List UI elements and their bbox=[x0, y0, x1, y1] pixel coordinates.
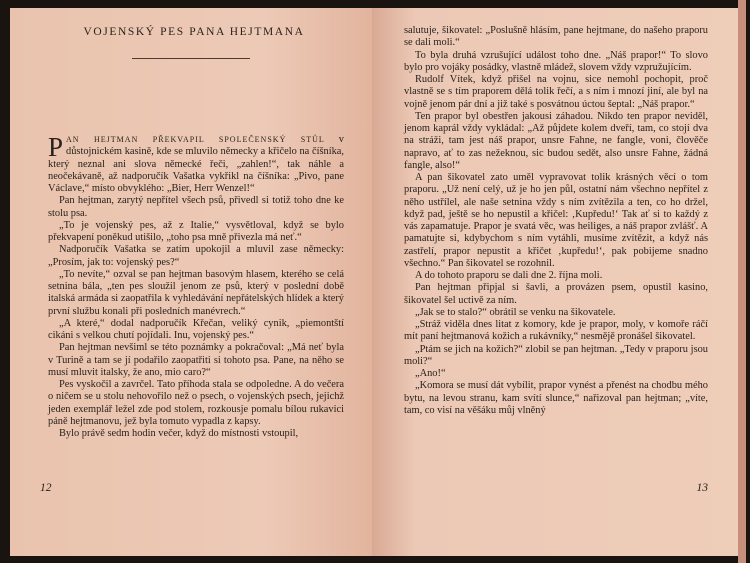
paragraph: „To nevíte,“ ozval se pan hejtman basovým hlasem, kterého se celá setnina bála, „ten pes sloužil jenom ze psů, který v poslední době italská armáda si zaopatřila k vyhledávání nepřátelských hlídek a který první službu konali při posledních manévrech.“ bbox=[48, 268, 344, 317]
title-rule bbox=[132, 58, 250, 59]
paragraph: A pan šikovatel zato uměl vypravovat tolik krásných věcí o tom praporu. „Už není celý, už je ho jen půl, ostatní nám všechno nepřítel z něho ustřílel, ale naše setnina vždy s ním zvítězila a ten, co ho držel, když pad, ještě se ho nepustil a křičel: ‚Kupředu!‘ Tak ať si to každý z vás zapamatuje. Prapor je svatá věc, was heiliges, a náš prapor zvlášť. A pamatujte si, kdybychom s ním vytáhli, musíme zvítězit, a když nás zastřelí, prapor nepustit a křičet ‚kupředu!‘, pak pobijeme snadno všechno.“ Pan šikovatel se rozohnil. bbox=[404, 172, 708, 269]
paragraph: „Komora se musí dát vybílit, prapor vynést a přenést na chodbu mého bytu, na levou stranu, kam svítí slunce,“ nařizoval pan hejtman; „víte, tam, co visí na věšáku můj vlněný bbox=[404, 380, 708, 416]
paragraph: Pan hejtman, zarytý nepřítel všech psů, přivedl si totiž toho dne ke stolu psa. bbox=[48, 195, 344, 219]
page-number: 12 bbox=[40, 482, 52, 494]
drop-cap: P bbox=[48, 132, 64, 162]
paragraph: To byla druhá vzrušující událost toho dne. „Náš prapor!“ To slovo bylo pro vojáky posádky, vlastně mládež, slovem vždy vzpružujícím. bbox=[404, 49, 708, 73]
opening-rest: v důstojnickém kasině, kde se mluvilo německy a křičelo na číšníka, který neznal ani slova německé řeči, „zahlen!“, tak náhle a neočekávaně, až nadporučík Vašatka vykřikl na číšníka: „Pivo, pane Václave,“ místo obvyklého: „Bier, Herr Wenzel!“ bbox=[48, 134, 345, 194]
paragraph: „Ano!“ bbox=[415, 368, 446, 379]
paragraph: Rudolf Vítek, když přišel na vojnu, sice nemohl pochopit, proč vlastně se s tím praporem dělá tolik řečí, a s ním i mnozí jiní, ale byl na vojně jenom pár dní a již také s posvátnou úctou šeptal: „Náš prapor.“ bbox=[404, 74, 708, 110]
left-body-text bbox=[48, 134, 344, 440]
opening-paragraph bbox=[48, 134, 344, 195]
paragraph: Ten prapor byl obestřen jakousi záhadou. Nikdo ten prapor neviděl, jenom kaprál vždy vykládal: „Až půjdete kolem dveří, tam, co stojí dva na stráži, tam jest náš prapor, unsre Fahne, ne fangle, voni, člověče napravo, ať to zas nežeknou, sic budou sedět, also unsre Fahne, žádná fangle, also!“ bbox=[404, 110, 708, 171]
paragraph: Pes vyskočil a zavrčel. Tato příhoda stala se odpoledne. A do večera o ničem se u stolu nehovořilo než o psech, o vojenských psech, jejichž jeden exemplář ležel zde pod stolem, rozkousje pomalu bílou rukavici páně hejtmanovu, jež byla tomuto vypadla z kapsy. bbox=[48, 379, 344, 427]
paragraph: Nadporučík Vašatka se zatím upokojil a mluvil zase německy: „Prosím, jak to: vojenský pes?“ bbox=[48, 244, 344, 268]
continuation-paragraph: salutuje, šikovatel: „Poslušně hlásím, pane hejtmane, do našeho praporu se dali moli.“ bbox=[404, 25, 708, 49]
page-number: 13 bbox=[696, 482, 708, 494]
paragraph: A do tohoto praporu se dali dne 2. října moli. bbox=[415, 270, 603, 281]
right-page bbox=[372, 8, 738, 556]
paragraph: „To je vojenský pes, až z Italie,“ vysvětloval, když se bylo překvapení poněkud utišilo, „toho psa mně přivezla má neť.“ bbox=[48, 219, 344, 243]
paragraph: „A které,“ dodal nadporučík Křečan, veliký cynik, „piemontští cikáni s velkou chutí pojídali. Inu, vojenský pes.“ bbox=[48, 317, 344, 341]
paragraph: Pan hejtman připjal si šavli, a provázen psem, opustil kasino, šikovatel šel uctivě za ním. bbox=[404, 282, 708, 306]
left-page bbox=[10, 8, 372, 556]
paragraph: „Stráž viděla dnes litat z komory, kde je prapor, moly, v komoře ráčí mít paní hejtmanová kožich a rukávníky,“ nesmějě pronášel šikovatel. bbox=[404, 319, 708, 343]
smallcaps-lead: AN HEJTMAN PŘEKVAPIL SPOLEČENSKÝ STŮL bbox=[66, 135, 325, 144]
paragraph: Bylo právě sedm hodin večer, když do místnosti vstoupil, bbox=[59, 428, 299, 439]
paragraph: „Jak se to stalo?“ obrátil se venku na šikovatele. bbox=[415, 306, 616, 318]
right-body-text bbox=[404, 25, 708, 417]
page-edge bbox=[738, 0, 746, 563]
paragraph: Pan hejtman nevšiml se této poznámky a pokračoval: „Má neť byla v Turině a tam se jí podařilo zaopatřiti si tohoto psa. Pane, na něho se musí mluvit italsky, že ano, mio caro?“ bbox=[48, 342, 344, 378]
running-head: VOJENSKÝ PES PANA HEJTMANA bbox=[83, 26, 305, 38]
paragraph: „Ptám se jich na kožich?“ zlobil se pan hejtman. „Tedy v praporu jsou moli?“ bbox=[404, 343, 708, 367]
